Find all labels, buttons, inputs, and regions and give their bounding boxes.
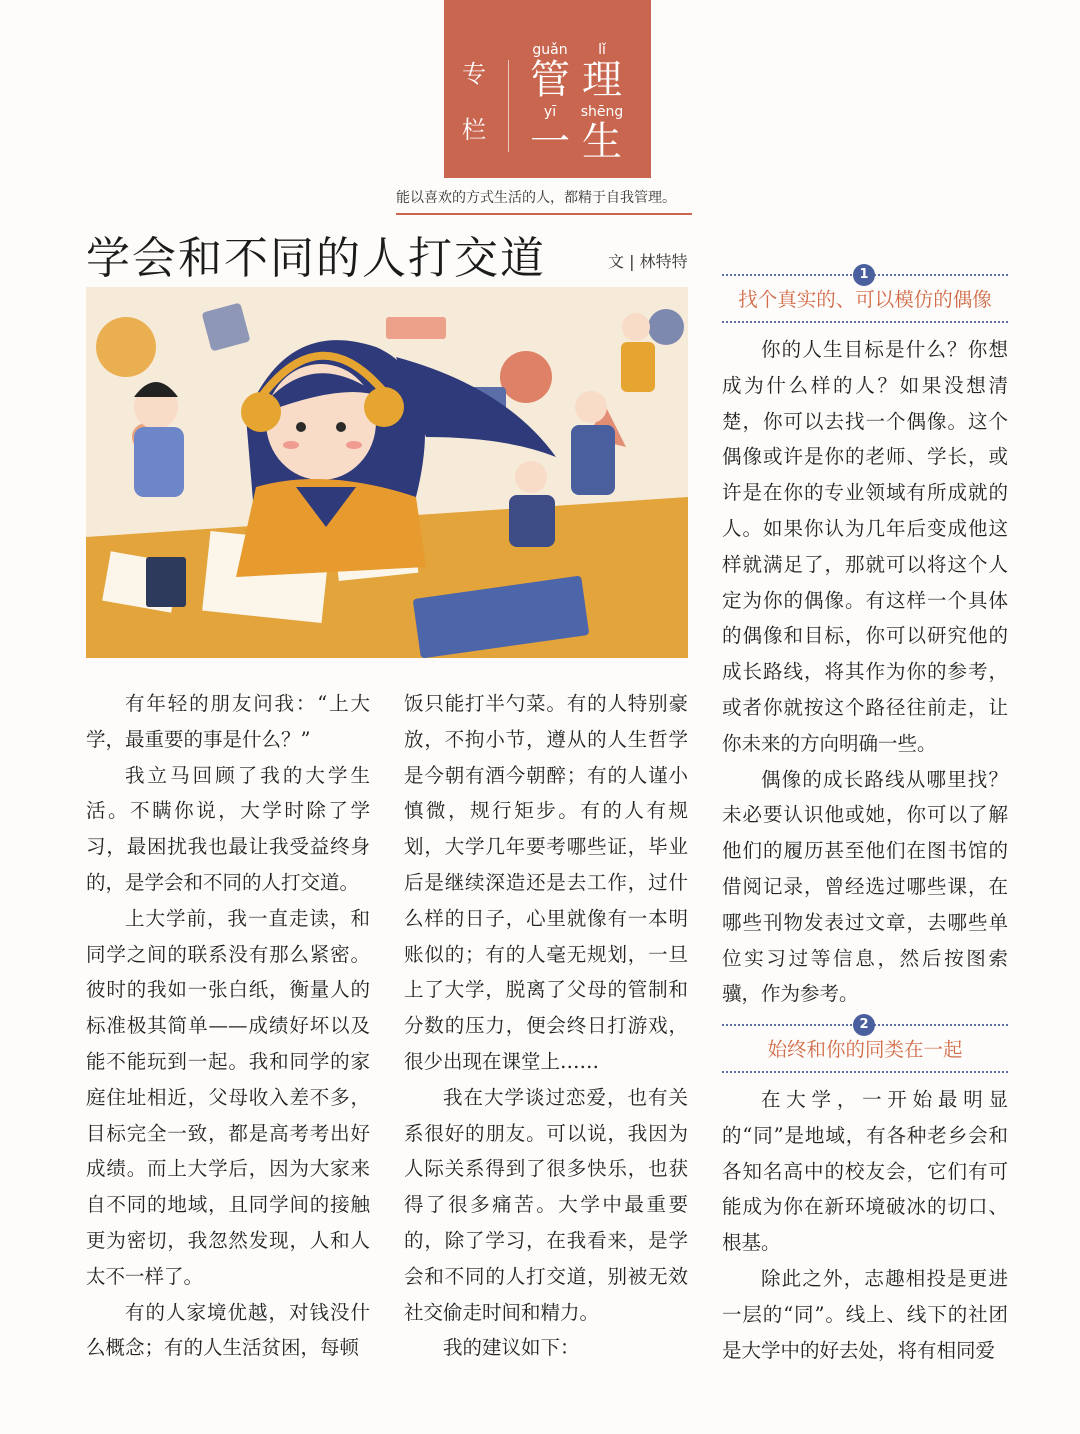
badge-label-bottom: 栏 — [462, 116, 486, 144]
paragraph: 饭只能打半勺菜。有的人特别豪放，不拘小节，遵从的人生哲学是今朝有酒今朝醉；有的人谨小慎微，规行矩步。有的人有规划，大学几年要考哪些证，毕业后是继续深造还是去工作，过什么样的日子，心里就像有一本明账似的；有的人毫无规划，一旦上了大学，脱离了父母的管制和分数的压力，便会终日打游戏，很少出现在课堂上…… — [404, 692, 688, 1073]
section-2-heading: 始终和你的同类在一起 — [767, 1038, 963, 1061]
article-title: 学会和不同的人打交道 — [86, 233, 546, 284]
section-number-badge: 1 — [853, 264, 875, 286]
pinyin-guan: guǎn — [532, 42, 568, 58]
badge-label — [462, 62, 486, 174]
dotted-rule — [722, 1071, 1008, 1073]
article-byline: 文 | 林特特 — [608, 252, 688, 271]
article-column-2 — [404, 686, 688, 1366]
paragraph: 除此之外，志趣相投是更进一层的“同”。线上、线下的社团是大学中的好去处，将有相同爱 — [722, 1266, 1008, 1362]
section-number-badge: 2 — [853, 1014, 875, 1036]
hanzi-sheng: 生 — [582, 119, 622, 165]
paragraph: 在大学，一开始最明显的“同”是地域，有各种老乡会和各知名高中的校友会，它们有可能成为你在新环境破冰的切口、根基。 — [722, 1088, 1008, 1255]
pinyin-yi: yī — [543, 104, 557, 120]
paragraph: 我的建议如下： — [443, 1336, 580, 1360]
dotted-rule — [722, 321, 1008, 323]
section-2-header — [722, 1014, 1008, 1074]
section-2-body — [722, 1082, 1008, 1368]
student-study-illustration — [86, 287, 688, 658]
paragraph: 有年轻的朋友问我：“上大学，最重要的事是什么？” — [86, 692, 370, 751]
section-1-header — [722, 264, 1008, 324]
hanzi-yi: 一 — [530, 119, 570, 165]
badge-divider — [508, 60, 509, 152]
article-column-1 — [86, 686, 370, 1366]
column-badge — [444, 0, 651, 178]
paragraph: 上大学前，我一直走读，和同学之间的联系没有那么紧密。彼时的我如一张白纸，衡量人的标准极其简单——成绩好坏以及能不能玩到一起。我和同学的家庭住址相近，父母收入差不多，目标完全一致，都是高考考出好成绩。而上大学后，因为大家来自不同的地域，且同学间的接触更为密切，我忽然发现，人和人太不一样了。 — [86, 906, 370, 1288]
pinyin-li: lǐ — [598, 42, 606, 58]
badge-label-top: 专 — [462, 60, 486, 88]
paragraph: 我立马回顾了我的大学生活。不瞒你说，大学时除了学习，最困扰我也最让我受益终身的，是学会和不同的人打交道。 — [86, 763, 370, 894]
hanzi-guan: 管 — [530, 57, 570, 103]
pinyin-sheng: shēng — [580, 104, 624, 120]
paragraph: 偶像的成长路线从哪里找？未必要认识他或她，你可以了解他们的履历甚至他们在图书馆的借阅记录，曾经选过哪些课，在哪些刊物发表过文章，去哪些单位实习过等信息，然后按图索骥，作为参考。 — [722, 767, 1008, 1006]
tagline: 能以喜欢的方式生活的人，都精于自我管理。 — [396, 187, 692, 215]
section-1-heading: 找个真实的、可以模仿的偶像 — [738, 288, 992, 311]
section-1-body — [722, 332, 1008, 1012]
paragraph: 有的人家境优越，对钱没什么概念；有的人生活贫困，每顿 — [86, 1300, 370, 1360]
paragraph: 我在大学谈过恋爱，也有关系很好的朋友。可以说，我因为人际关系得到了很多快乐，也获得了很多痛苦。大学中最重要的，除了学习，在我看来，是学会和不同的人打交道，别被无效社交偷走时间和精力。 — [404, 1085, 688, 1324]
paragraph: 你的人生目标是什么？你想成为什么样的人？如果没想清楚，你可以去找一个偶像。这个偶像或许是你的老师、学长，或许是在你的专业领域有所成就的人。如果你认为几年后变成他这样就满足了，那就可以将这个人定为你的偶像。有这样一个具体的偶像和目标，你可以研究他的成长路线，将其作为你的参考，或者你就按这个路径往前走，让你未来的方向明确一些。 — [722, 338, 1008, 755]
hanzi-li: 理 — [582, 57, 622, 103]
